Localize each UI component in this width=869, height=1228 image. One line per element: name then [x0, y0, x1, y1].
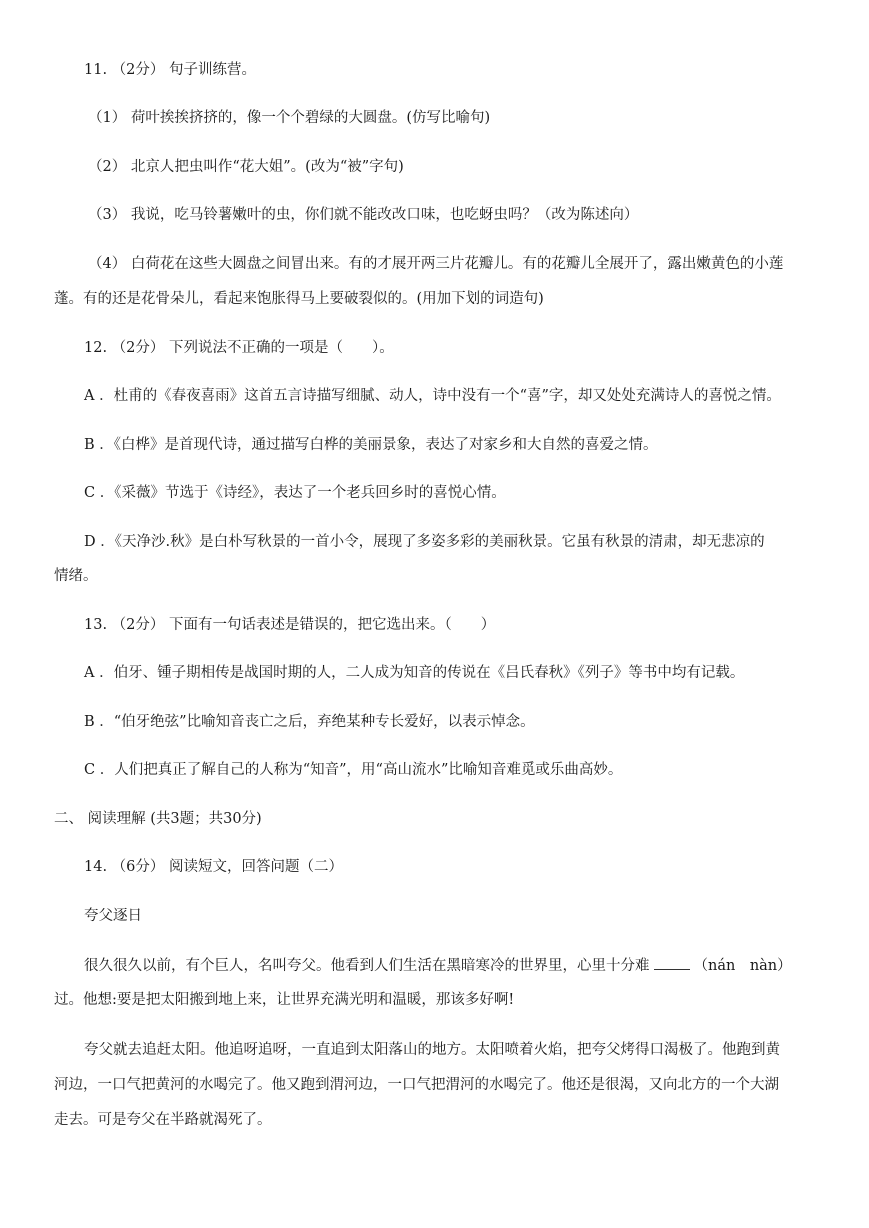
q11-sentence-1: （1） 荷叶挨挨挤挤的，像一个个碧绿的大圆盘。(仿写比喻句)	[88, 110, 491, 126]
q13-option-c: C ．人们把真正了解自己的人称为“知音”，用“高山流水”比喻知音难觅或乐曲高妙。	[84, 762, 623, 778]
passage-p1-line-2: 过。他想:要是把太阳搬到地上来，让世界充满光明和温暖，那该多好啊!	[54, 992, 515, 1008]
q12-option-d-line-2: 情绪。	[54, 568, 98, 584]
q14-stem: 14. （6分） 阅读短文，回答问题（二）	[84, 859, 344, 875]
passage-title: 夸父逐日	[84, 908, 142, 924]
q12-option-b: B ．《白桦》是首现代诗，通过描写白桦的美丽景象，表达了对家乡和大自然的喜爱之情。	[84, 437, 658, 453]
q11-sentence-4-line-2: 蓬。有的还是花骨朵儿，看起来饱胀得马上要破裂似的。(用加下划的词造句)	[54, 291, 544, 307]
section-heading: 二、 阅读理解 (共3题；共30分)	[54, 811, 262, 827]
passage-p2-line-3: 走去。可是夸父在半路就渴死了。	[54, 1112, 272, 1128]
passage-p1-text: 很久很久以前，有个巨人，名叫夸父。他看到人们生活在黑暗寒冷的世界里，心里十分难	[84, 958, 650, 974]
q12-option-d-line-1: D ．《天净沙.秋》是白朴写秋景的一首小令，展现了多姿多彩的美丽秋景。它虽有秋景的清肃，却无悲凉的	[84, 534, 765, 550]
q12-stem: 12. （2分） 下列说法不正确的一项是（ ）。	[84, 340, 394, 356]
q13-stem: 13. （2分） 下面有一句话表述是错误的，把它选出来。（ ）	[84, 617, 496, 633]
q12-option-a: A ．杜甫的《春夜喜雨》这首五言诗描写细腻、动人，诗中没有一个“喜”字，却又处处充满诗人的喜悦之情。	[84, 388, 781, 404]
q11-sentence-4-line-1: （4） 白荷花在这些大圆盘之间冒出来。有的才展开两三片花瓣儿。有的花瓣儿全展开了，露出嫩黄色的小莲	[88, 256, 784, 272]
passage-p2-line-1: 夸父就去追赶太阳。他追呀追呀，一直追到太阳落山的地方。太阳喷着火焰，把夸父烤得口渴极了。他跑到黄	[84, 1042, 780, 1058]
answer-blank[interactable]	[654, 955, 690, 970]
q13-option-a: A ．伯牙、锺子期相传是战国时期的人，二人成为知音的传说在《吕氏春秋》《列子》等书中均有记载。	[84, 665, 745, 681]
passage-p2-line-2: 河边，一口气把黄河的水喝完了。他又跑到渭河边，一口气把渭河的水喝完了。他还是很渴，又向北方的一个大湖	[54, 1077, 779, 1093]
pinyin-options: （nán nàn）	[693, 958, 792, 974]
passage-p1-line-1	[84, 955, 792, 976]
q11-stem: 11. （2分） 句子训练营。	[84, 62, 257, 78]
q11-sentence-3: （3） 我说，吃马铃薯嫩叶的虫，你们就不能改改口味，也吃蚜虫吗？（改为陈述向）	[88, 207, 639, 223]
q13-option-b: B ．“伯牙绝弦”比喻知音丧亡之后，弃绝某种专长爱好，以表示悼念。	[84, 714, 535, 730]
q12-option-c: C ．《采薇》节选于《诗经》，表达了一个老兵回乡时的喜悦心情。	[84, 485, 506, 501]
q11-sentence-2: （2） 北京人把虫叫作“花大姐”。(改为“被”字句)	[88, 159, 404, 175]
